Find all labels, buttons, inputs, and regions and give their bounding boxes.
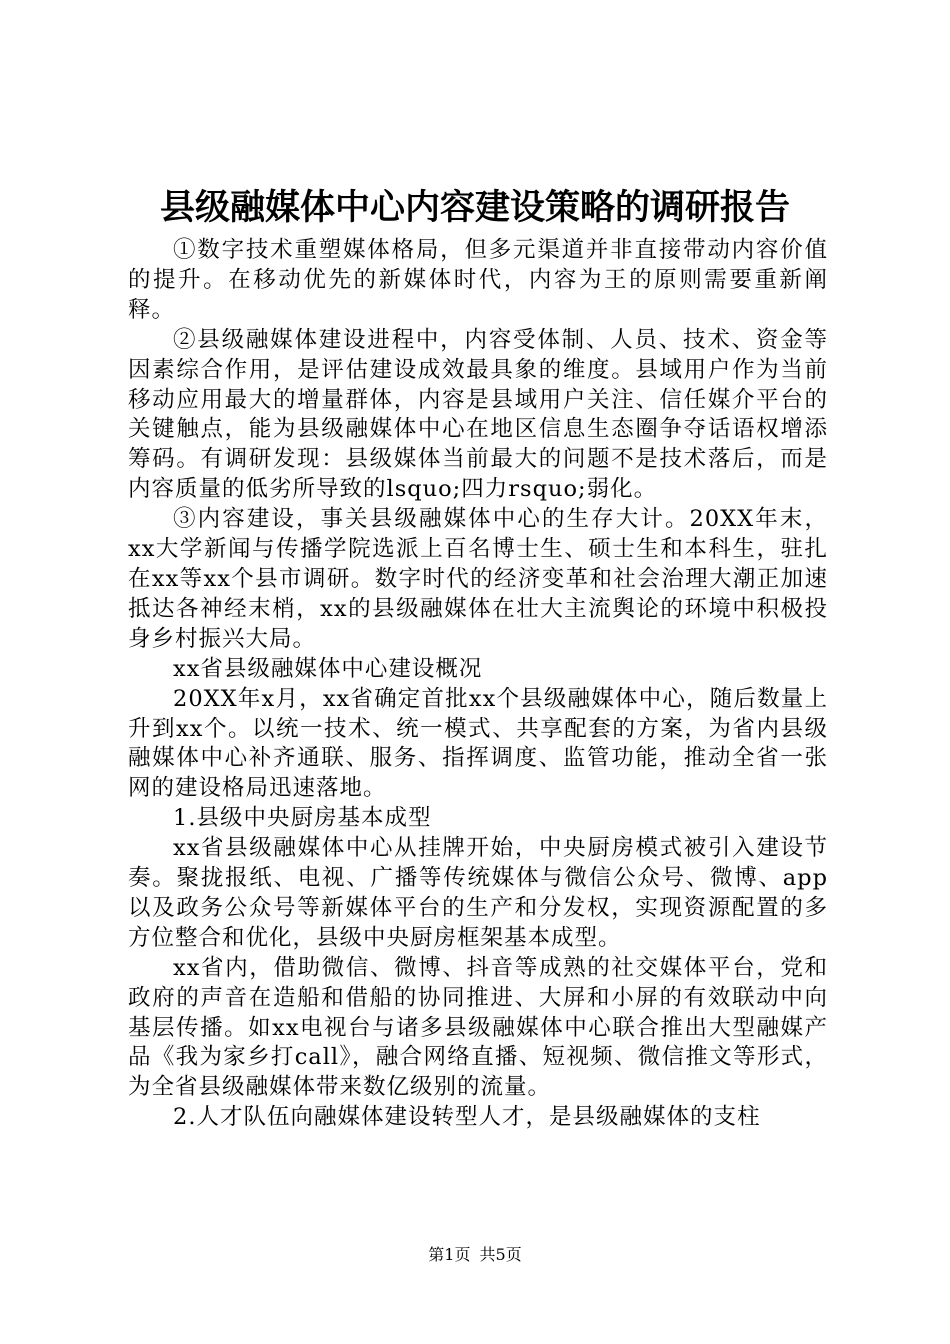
page-footer xyxy=(0,1245,950,1265)
page-number: 第1页 xyxy=(428,1245,471,1264)
section-heading-overview: xx省县级融媒体中心建设概况 xyxy=(173,655,483,682)
page-total: 共5页 xyxy=(479,1245,522,1264)
document-body xyxy=(128,236,828,1133)
paragraph-1: ①数字技术重塑媒体格局，但多元渠道并非直接带动内容价值的提升。在移动优先的新媒体时代，内容为王的原则需要重新阐释。 xyxy=(128,237,828,323)
paragraph-4: 20XX年x月，xx省确定首批xx个县级融媒体中心，随后数量上升到xx个。以统一技术、统一模式、共享配套的方案，为省内县级融媒体中心补齐通联、服务、指挥调度、监管功能，推动全省一张网的建设格局迅速落地。 xyxy=(128,685,828,802)
paragraph-3: ③内容建设，事关县级融媒体中心的生存大计。20XX年末，xx大学新闻与传播学院选派上百名博士生、硕士生和本科生，驻扎在xx等xx个县市调研。数字时代的经济变革和社会治理大潮正加速抵达各神经末梢，xx的县级融媒体在壮大主流舆论的环境中积极投身乡村振兴大局。 xyxy=(128,506,828,652)
paragraph-2: ②县级融媒体建设进程中，内容受体制、人员、技术、资金等因素综合作用，是评估建设成效最具象的维度。县域用户作为当前移动应用最大的增量群体，内容是县域用户关注、信任媒介平台的关键触点，能为县级融媒体中心在地区信息生态圈争夺话语权增添筹码。有调研发现：县级媒体当前最大的问题不是技术落后，而是内容质量的低劣所导致的lsquo;四力rsquo;弱化。 xyxy=(128,326,828,503)
subheading-talent-team: 2.人才队伍向融媒体建设转型人才，是县级融媒体的支柱 xyxy=(173,1104,761,1131)
subheading-central-kitchen: 1.县级中央厨房基本成型 xyxy=(173,805,432,832)
paragraph-6: xx省内，借助微信、微博、抖音等成熟的社交媒体平台，党和政府的声音在造船和借船的协同推进、大屏和小屏的有效联动中向基层传播。如xx电视台与诸多县级融媒体中心联合推出大型融媒产品《我为家乡打call》，融合网络直播、短视频、微信推文等形式，为全省县级融媒体带来数亿级别的流量。 xyxy=(128,954,828,1101)
document-title: 县级融媒体中心内容建设策略的调研报告 xyxy=(159,187,790,228)
paragraph-5: xx省县级融媒体中心从挂牌开始，中央厨房模式被引入建设节奏。聚拢报纸、电视、广播等传统媒体与微信公众号、微博、app以及政务公众号等新媒体平台的生产和分发权，实现资源配置的多方位整合和优化，县级中央厨房框架基本成型。 xyxy=(128,835,828,951)
